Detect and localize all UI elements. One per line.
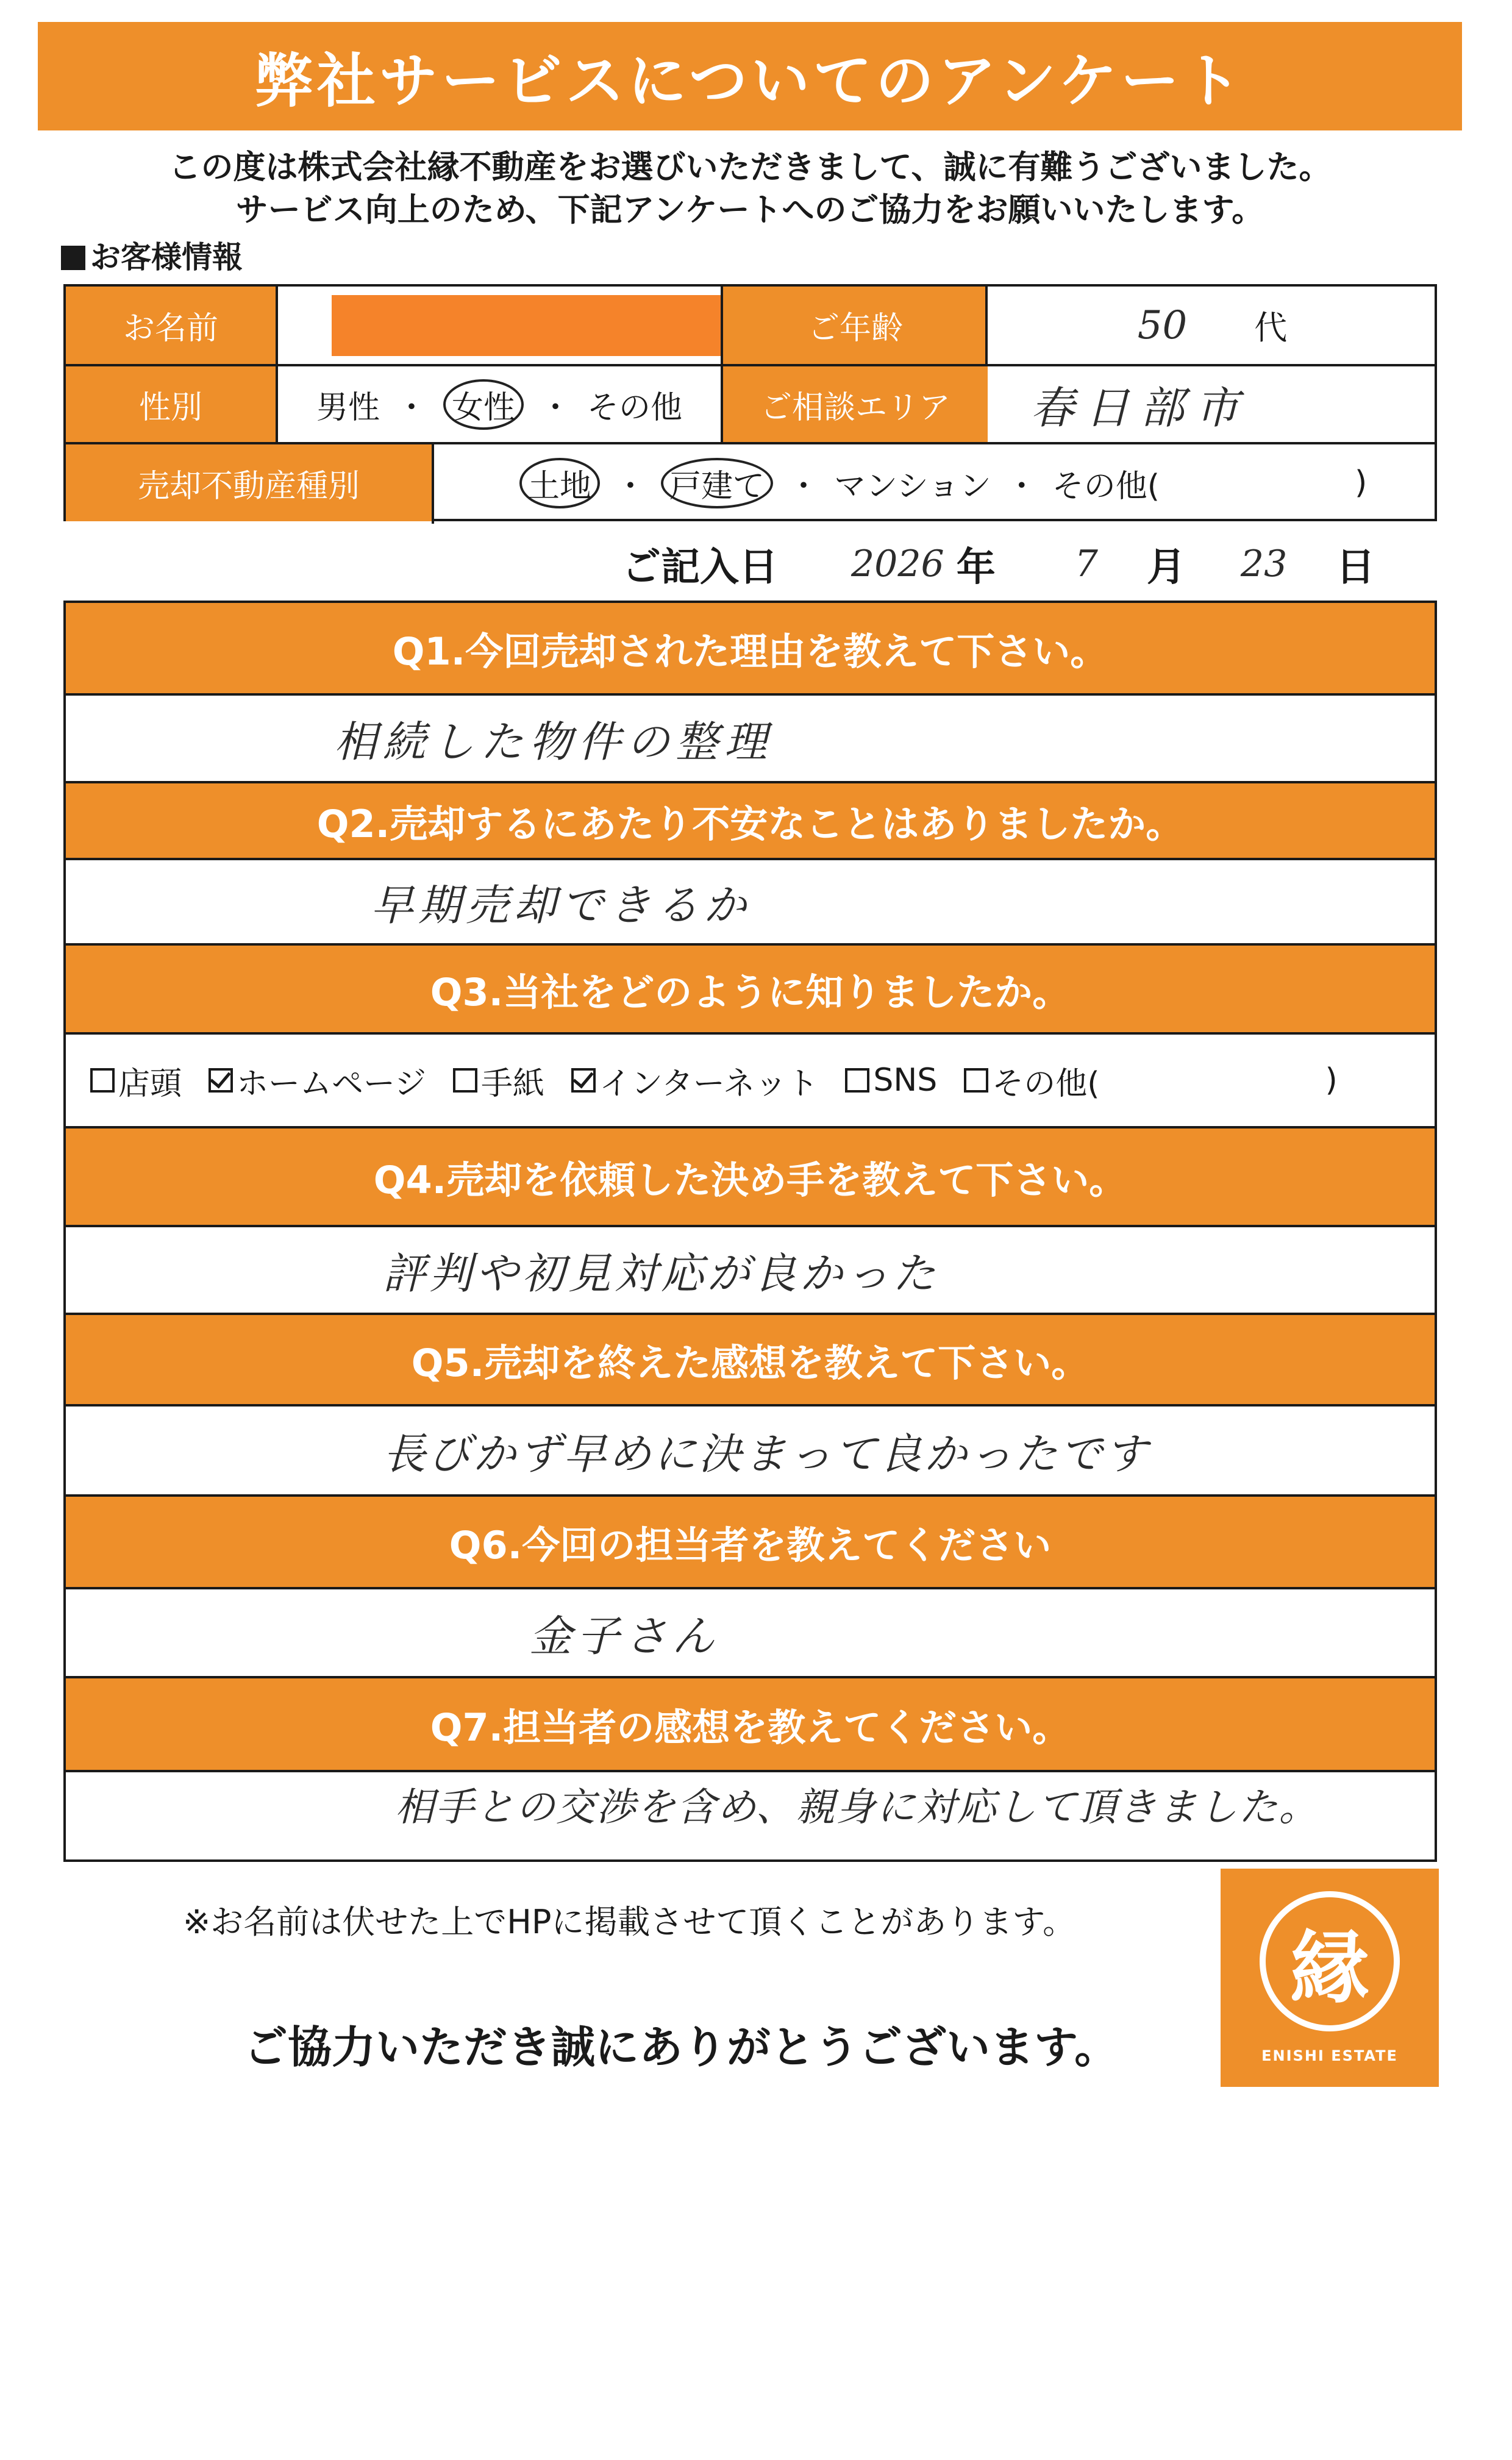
checkbox-icon <box>90 1068 115 1093</box>
question-5 <box>63 1313 1437 1497</box>
question-6-answer-area <box>66 1589 1435 1676</box>
q3-option-internet: インターネット <box>571 1058 818 1103</box>
question-3-options <box>66 1035 1435 1126</box>
checkbox-icon <box>453 1068 477 1093</box>
entry-date-label: ご記入日 <box>622 545 778 590</box>
name-redaction <box>332 295 728 356</box>
area-label: ご相談エリア <box>723 366 988 442</box>
question-2-answer-area <box>66 860 1435 943</box>
name-field <box>278 287 782 364</box>
question-5-heading: Q5.売却を終えた感想を教えて下さい。 <box>66 1315 1435 1404</box>
intro-line-2: サービス向上のため、下記アンケートへのご協力をお願いいたします。 <box>235 191 1264 229</box>
question-7 <box>63 1676 1437 1862</box>
question-1-answer-area <box>66 696 1435 781</box>
question-3-heading: Q3.当社をどのように知りましたか。 <box>66 946 1435 1032</box>
question-6 <box>63 1494 1437 1678</box>
property-option-mansion: マンション <box>834 468 991 505</box>
footer-thanks: ご協力いただき誠にありがとうございます。 <box>244 2022 1119 2073</box>
q3-option-sns: SNS <box>845 1062 937 1099</box>
age-unit: 代 <box>1254 308 1288 347</box>
question-7-heading: Q7.担当者の感想を教えてください。 <box>66 1678 1435 1770</box>
question-1-heading: Q1.今回売却された理由を教えて下さい。 <box>66 603 1435 693</box>
customer-info-label: お客様情報 <box>90 240 243 275</box>
footer-note: ※お名前は伏せた上でHPに掲載させて頂くことがあります。 <box>183 1903 1076 1941</box>
checked-checkbox-icon <box>209 1068 233 1093</box>
question-4-heading: Q4.売却を依頼した決め手を教えて下さい。 <box>66 1128 1435 1225</box>
gender-option-other: その他 <box>587 389 683 426</box>
logo-glyph: 縁 <box>1289 1920 1369 2014</box>
question-7-answer-area <box>66 1772 1435 1859</box>
survey-title: 弊社サービスについてのアンケート <box>254 46 1246 115</box>
checkbox-icon <box>964 1068 988 1093</box>
question-7-answer: 相手との交渉を含め、親身に対応して頂きました。 <box>395 1785 1319 1830</box>
age-field <box>988 287 1437 364</box>
area-field <box>988 366 1437 442</box>
entry-year-unit: 年 <box>956 545 996 590</box>
gender-label: 性別 <box>66 366 276 442</box>
property-type-options: 土地 ・ 戸建て ・ マンション ・ その他( ) <box>434 444 1437 521</box>
customer-info-heading <box>61 233 243 277</box>
logo-emblem-icon <box>1260 1891 1400 2031</box>
enishi-estate-logo <box>1221 1869 1439 2087</box>
q3-option-storefront: 店頭 <box>90 1058 182 1103</box>
entry-month-unit: 月 <box>1146 545 1186 590</box>
square-bullet-icon <box>61 246 85 270</box>
entry-date-row <box>622 537 1439 591</box>
question-4-answer: 評判や初見対応が良かった <box>383 1248 939 1299</box>
question-6-heading: Q6.今回の担当者を教えてください <box>66 1497 1435 1587</box>
question-1-answer: 相続した物件の整理 <box>334 716 773 767</box>
question-2-heading: Q2.売却するにあたり不安なことはありましたか。 <box>66 783 1435 858</box>
age-value: 50 <box>1137 302 1188 348</box>
q3-option-letter: 手紙 <box>453 1058 544 1103</box>
q3-option-other: その他( <box>964 1058 1099 1103</box>
question-6-answer: 金子さん <box>529 1611 719 1661</box>
property-option-other: その他( <box>1052 468 1160 505</box>
intro-line-1: この度は株式会社縁不動産をお選びいただきまして、誠に有難うございました。 <box>168 149 1332 186</box>
logo-text: ENISHI ESTATE <box>1261 2047 1398 2064</box>
question-5-answer-area <box>66 1406 1435 1494</box>
question-4-answer-area <box>66 1227 1435 1313</box>
question-5-answer: 長びかず早めに決まって良かったです <box>383 1428 1150 1479</box>
question-2-answer: 早期売却できるか <box>371 880 751 930</box>
customer-info-table <box>63 284 1437 521</box>
name-label: お名前 <box>66 287 276 364</box>
question-2 <box>63 781 1437 946</box>
entry-day: 23 <box>1240 543 1288 585</box>
q3-option-other-close: ) <box>1325 1062 1338 1099</box>
property-option-other-close: ) <box>1355 465 1368 501</box>
area-value: 春日部市 <box>1030 382 1250 433</box>
gender-option-female-circled: 女性 <box>443 379 524 430</box>
property-type-label: 売却不動産種別 <box>66 444 432 521</box>
checkbox-icon <box>845 1068 869 1093</box>
q3-option-homepage: ホームページ <box>209 1058 426 1103</box>
survey-title-banner <box>38 22 1462 130</box>
question-4 <box>63 1126 1437 1315</box>
entry-day-unit: 日 <box>1336 545 1375 590</box>
question-1 <box>63 601 1437 783</box>
entry-month: 7 <box>1074 543 1098 585</box>
property-option-house-circled: 戸建て <box>661 458 773 508</box>
question-3 <box>63 943 1437 1128</box>
age-label: ご年齢 <box>723 287 988 364</box>
property-option-land-circled: 土地 <box>519 458 600 508</box>
checked-checkbox-icon <box>571 1068 596 1093</box>
gender-options: 男性 ・ 女性 ・ その他 <box>278 366 721 442</box>
gender-option-male: 男性 <box>316 389 380 426</box>
entry-year: 2026 <box>851 543 944 585</box>
